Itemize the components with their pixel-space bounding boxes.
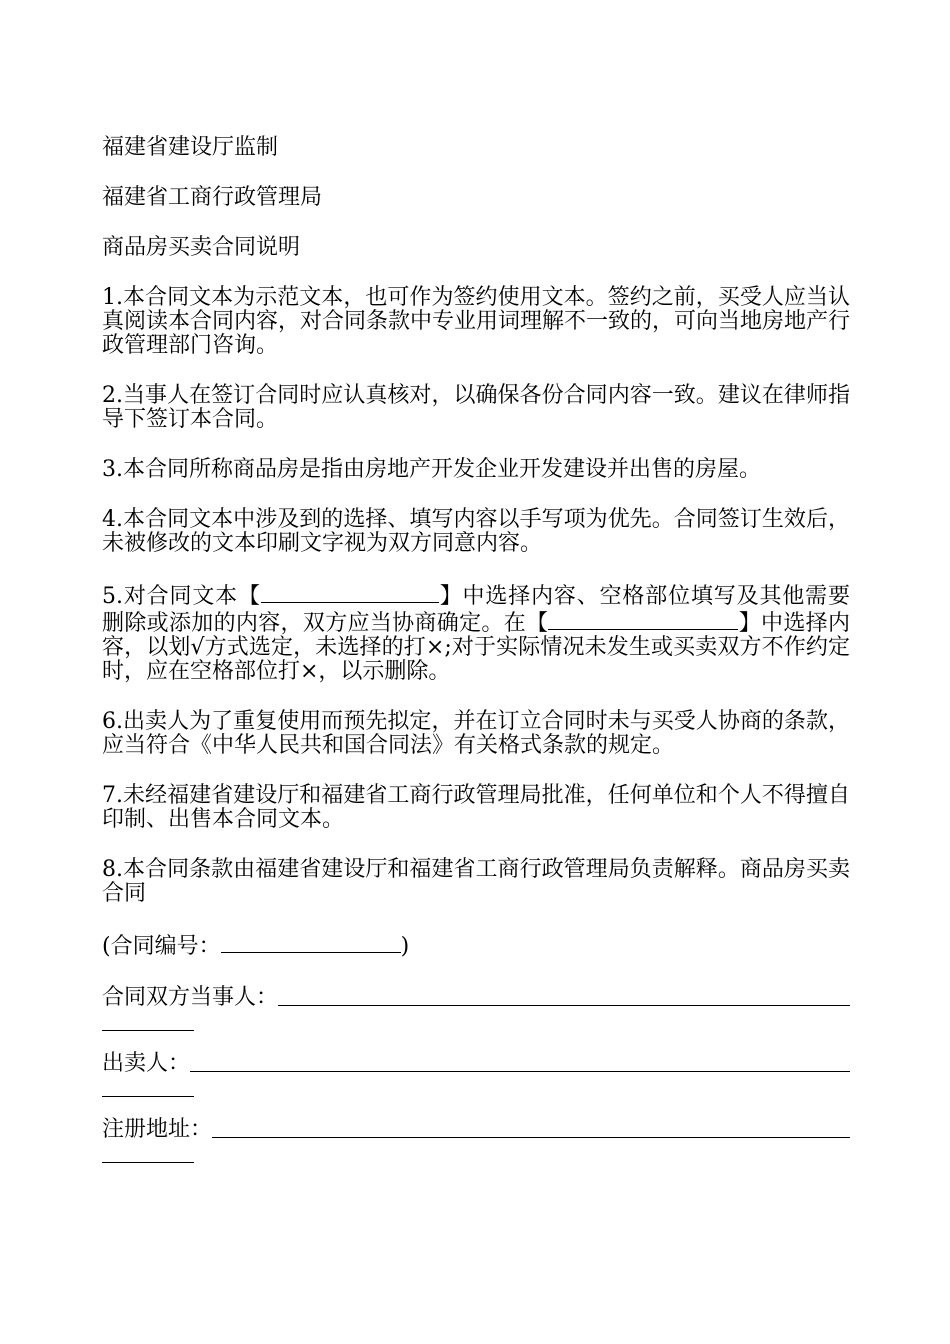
bracket-blank[interactable] [261, 582, 439, 603]
header-bureau: 福建省工商行政管理局 [102, 185, 323, 210]
contract-number [102, 932, 850, 959]
address-input-continuation[interactable] [102, 1142, 194, 1163]
seller-label: 出卖人： [102, 1051, 191, 1076]
clause-5-part-c: 】中选择内容，以划√方式选定，未选择的打×;对于实际情况未发生或买卖双方不作约定时，应在空格部位打×，以示删除。 [102, 611, 850, 684]
clause-3: 3.本合同所称商品房是指由房地产开发企业开发建设并出售的房屋。 [102, 457, 761, 482]
seller-input-line[interactable] [190, 1051, 850, 1072]
seller-input-continuation[interactable] [102, 1076, 194, 1097]
parties-input-continuation[interactable] [102, 1010, 194, 1031]
clause-2: 2.当事人在签订合同时应认真核对，以确保各份合同内容一致。建议在律师指导下签订本合同。 [102, 383, 850, 432]
clause-7: 7.未经福建省建设厅和福建省工商行政管理局批准，任何单位和个人不得擅自印制、出售本合同文本。 [102, 783, 850, 832]
parties-label: 合同双方当事人： [102, 985, 279, 1010]
clause-8: 8.本合同条款由福建省建设厅和福建省工商行政管理局负责解释。商品房买卖合同 [102, 857, 850, 906]
contract-number-field[interactable] [221, 932, 401, 953]
clause-5 [102, 582, 850, 684]
contract-number-close: ) [400, 934, 410, 959]
clause-5-part-b: 】中选择内容、空格部位填写及其他需要删除或添加的内容，双方应当协商确定。在【 [102, 584, 850, 636]
address-input-line[interactable] [212, 1117, 850, 1138]
seller-field [102, 1051, 850, 1097]
header-supervisor: 福建省建设厅监制 [102, 135, 279, 160]
address-field [102, 1117, 850, 1163]
contract-number-label: (合同编号： [102, 934, 221, 959]
parties-input-line[interactable] [278, 985, 850, 1006]
bracket-blank[interactable] [548, 609, 738, 630]
clause-6: 6.出卖人为了重复使用而预先拟定，并在订立合同时未与买受人协商的条款，应当符合《中华人民共和国合同法》有关格式条款的规定。 [102, 709, 850, 758]
address-label: 注册地址： [102, 1117, 213, 1142]
parties-field [102, 985, 850, 1031]
clause-4: 4.本合同文本中涉及到的选择、填写内容以手写项为优先。合同签订生效后，未被修改的文本印刷文字视为双方同意内容。 [102, 507, 850, 556]
clause-5-part-a: 5.对合同文本【 [102, 584, 261, 609]
clause-1: 1.本合同文本为示范文本，也可作为签约使用文本。签约之前，买受人应当认真阅读本合同内容，对合同条款中专业用词理解不一致的，可向当地房地产行政管理部门咨询。 [102, 285, 851, 358]
section-title: 商品房买卖合同说明 [102, 235, 301, 260]
document-page [102, 136, 850, 1183]
